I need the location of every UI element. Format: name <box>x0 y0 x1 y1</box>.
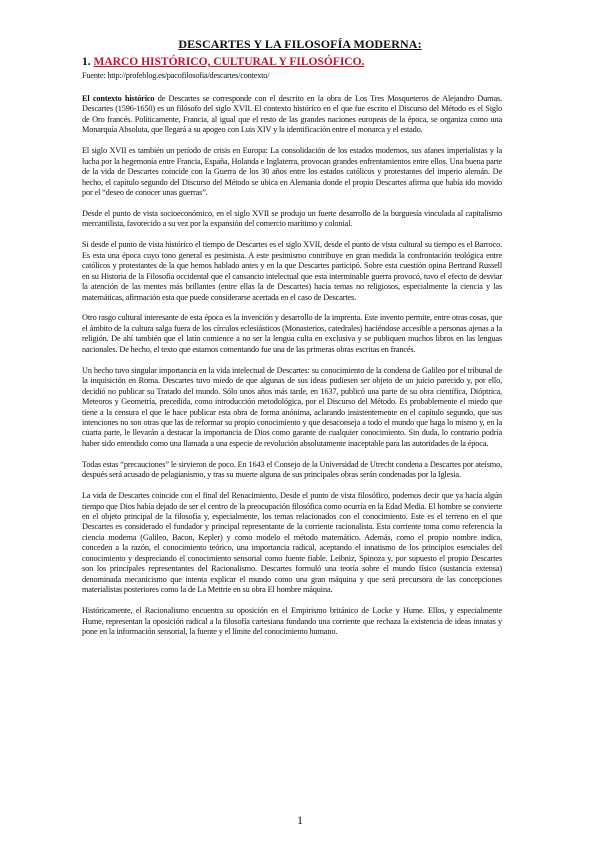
paragraph-text: de Descartes se corresponde con el descrito en la obra de Los Tres Mosqueteros de Alejandro Dumas. Descartes (1596-1650) es un filósofo del siglo XVII. El contexto histórico en el que fue escrito el Discurso del Método es el Siglo de Oro francés. Políticamente, Francia, al igual que el resto de las grandes naciones europeas de la época, se organiza como una Monarquía Absoluta, que llegará a su apogeo con Luis XIV y la identificación entre el monarca y el estado. <box>82 94 502 135</box>
paragraph: Si desde el punto de vista histórico el tiempo de Descartes es el siglo XVII, desde el punto de vista cultural su tiempo es el Barroco. Es esta una época cuyo tono general es pesimista. A este pesimismo contribuye en gran medida la confrontación teológica entre católicos y protestantes de la que hemos hablado antes y en la que Descartes participó. Sobre esta cuestión opina Bertrand Russell en su Historia de la Filosofía occidental que el cansancio intelectual que esta interminable guerra provocó, tuvo el efecto de desviar la atención de las mentes más brillantes (entre ellas la de Descartes) hacia temas no religiosos, especialmente la ciencia y las matemáticas, afirmación esta que puede considerarse acertada en el caso de Descartes. <box>82 240 502 302</box>
paragraph <box>82 94 502 136</box>
paragraph-lead: El contexto histórico <box>82 94 155 103</box>
section-number: 1. <box>82 56 91 68</box>
paragraph: Un hecho tuvo singular importancia en la vida intelectual de Descartes: su conocimiento de la condena de Galileo por el tribunal de la inquisición en Roma. Descartes tuvo miedo de que algunas de sus ideas pudiesen ser objeto de un juicio parecido y, por ello, decidió no publicar su Tratado del mundo. Sólo unos años más tarde, en 1637, publicó una parte de su obra científica, Dióptrica, Meteoros y Geometría, precedida, como introducción metodológica, por el Discurso del Método. Es probablemente el miedo que tiene a la censura el que le hace publicar esta obra de forma anónima, aclarando insistentemente en el capítulo segundo, que sus intenciones no son otras que las de reformar su propio conocimiento y que desaconseja a todo el mundo que haga lo mismo y, en la cuarta parte, le llevarán a destacar la importancia de Dios como garante de cualquier conocimiento. Sin duda, lo contrario podría haber sido entendido como una llamada a una especie de revolución absolutamente inaceptable para las autoridades de la época. <box>82 365 502 448</box>
paragraph: Otro rasgo cultural interesante de esta época es la invención y desarrollo de la imprenta. Este invento permite, entre otras cosas, que el ámbito de la cultura salga fuera de los círculos eclesiásticos (Monasterios, catedrales) haciéndose accesible a personas ajenas a la religión. De ahí también que el latín comience a no ser la lengua culta en exclusiva y se publiquen muchos libros en las lenguas nacionales. De hecho, el texto que estamos comentando fue una de las primeras obras escritas en francés. <box>82 313 502 354</box>
paragraph: El siglo XVII es también un período de crisis en Europa: La consolidación de los estados modernos, sus afanes imperialistas y la lucha por la hegemonía entre Francia, España, Holanda e Inglaterra, provocan grandes enfrentamientos entre ellos. Una buena parte de la vida de Descartes coincide con la Guerra de los 30 años entre los estados católicos y protestantes del imperio alemán. De hecho, el capítulo segundo del Discurso del Método se ubica en Alemania donde el propio Descartes afirma que había ido movido por el “deseo de conocer unas guerras”. <box>82 146 502 198</box>
paragraph: Todas estas “precauciones” le sirvieron de poco. En 1643 el Consejo de la Universidad de Utrecht condena a Descartes por ateísmo, después será acusado de pelagianismo, y tras su muerte alguna de sus principales obras serán condenadas por la Iglesia. <box>82 459 502 480</box>
page-number: 1 <box>297 813 303 827</box>
section-title: MARCO HISTÓRICO, CULTURAL Y FILOSÓFICO. <box>93 56 365 68</box>
section-heading <box>82 56 364 68</box>
document-title: DESCARTES Y LA FILOSOFÍA MODERNA: <box>178 37 422 51</box>
source-line: Fuente: http://profeblog.es/pacofilosofia/descartes/contexto/ <box>82 71 270 80</box>
paragraph: La vida de Descartes coincide con el final del Renacimiento. Desde el punto de vista filosófico, podemos decir que ya hacía algún tiempo que Dios había dejado de ser el centro de la preocupación filosófica como ocurría en la Edad Media. El hombre se convierte en el objeto principal de la filosofía y, especialmente, los temas relacionados con el conocimiento. Este es el terreno en el que Descartes es considerado el fundador y principal representante de la corriente racionalista. Esta corriente toma como referencia la ciencia moderna (Galileo, Bacon, Kepler) y como modelo el método matemático. Además, como el propio nombre indica, conceden a la razón, el conocimiento teórico, una importancia radical, aceptando el innatismo de los principios esenciales del conocimiento y despreciando el conocimiento sensorial como fuente fiable. Leibniz, Spinoza y, por supuesto el propio Descartes son los principales representantes del Racionalismo. Descartes formuló una teoría sobre el mundo físico (sustancia extensa) denominada mecanicismo que intenta explicar el mundo como una gran máquina y que será precursora de las concepciones materialistas posteriores como la de La Mettrie en su obra El hombre máquina. <box>82 491 502 595</box>
paragraph: Desde el punto de vista socioeconómico, en el siglo XVII se produjo un fuerte desarrollo de la burguesía vinculada al capitalismo mercantilista, favorecido a su vez por la expansión del comercio marítimo y colonial. <box>82 208 502 229</box>
paragraph: Históricamente, el Racionalismo encuentra su oposición en el Empirismo británico de Locke y Hume. Ellos, y especialmente Hume, representan la oposición radical a la filosofía cartesiana fundando una corriente que rechaza la existencia de ideas innatas y pone en la información sensorial, la fuente y el límite del conocimiento humano. <box>82 606 502 636</box>
document-body <box>82 94 502 648</box>
